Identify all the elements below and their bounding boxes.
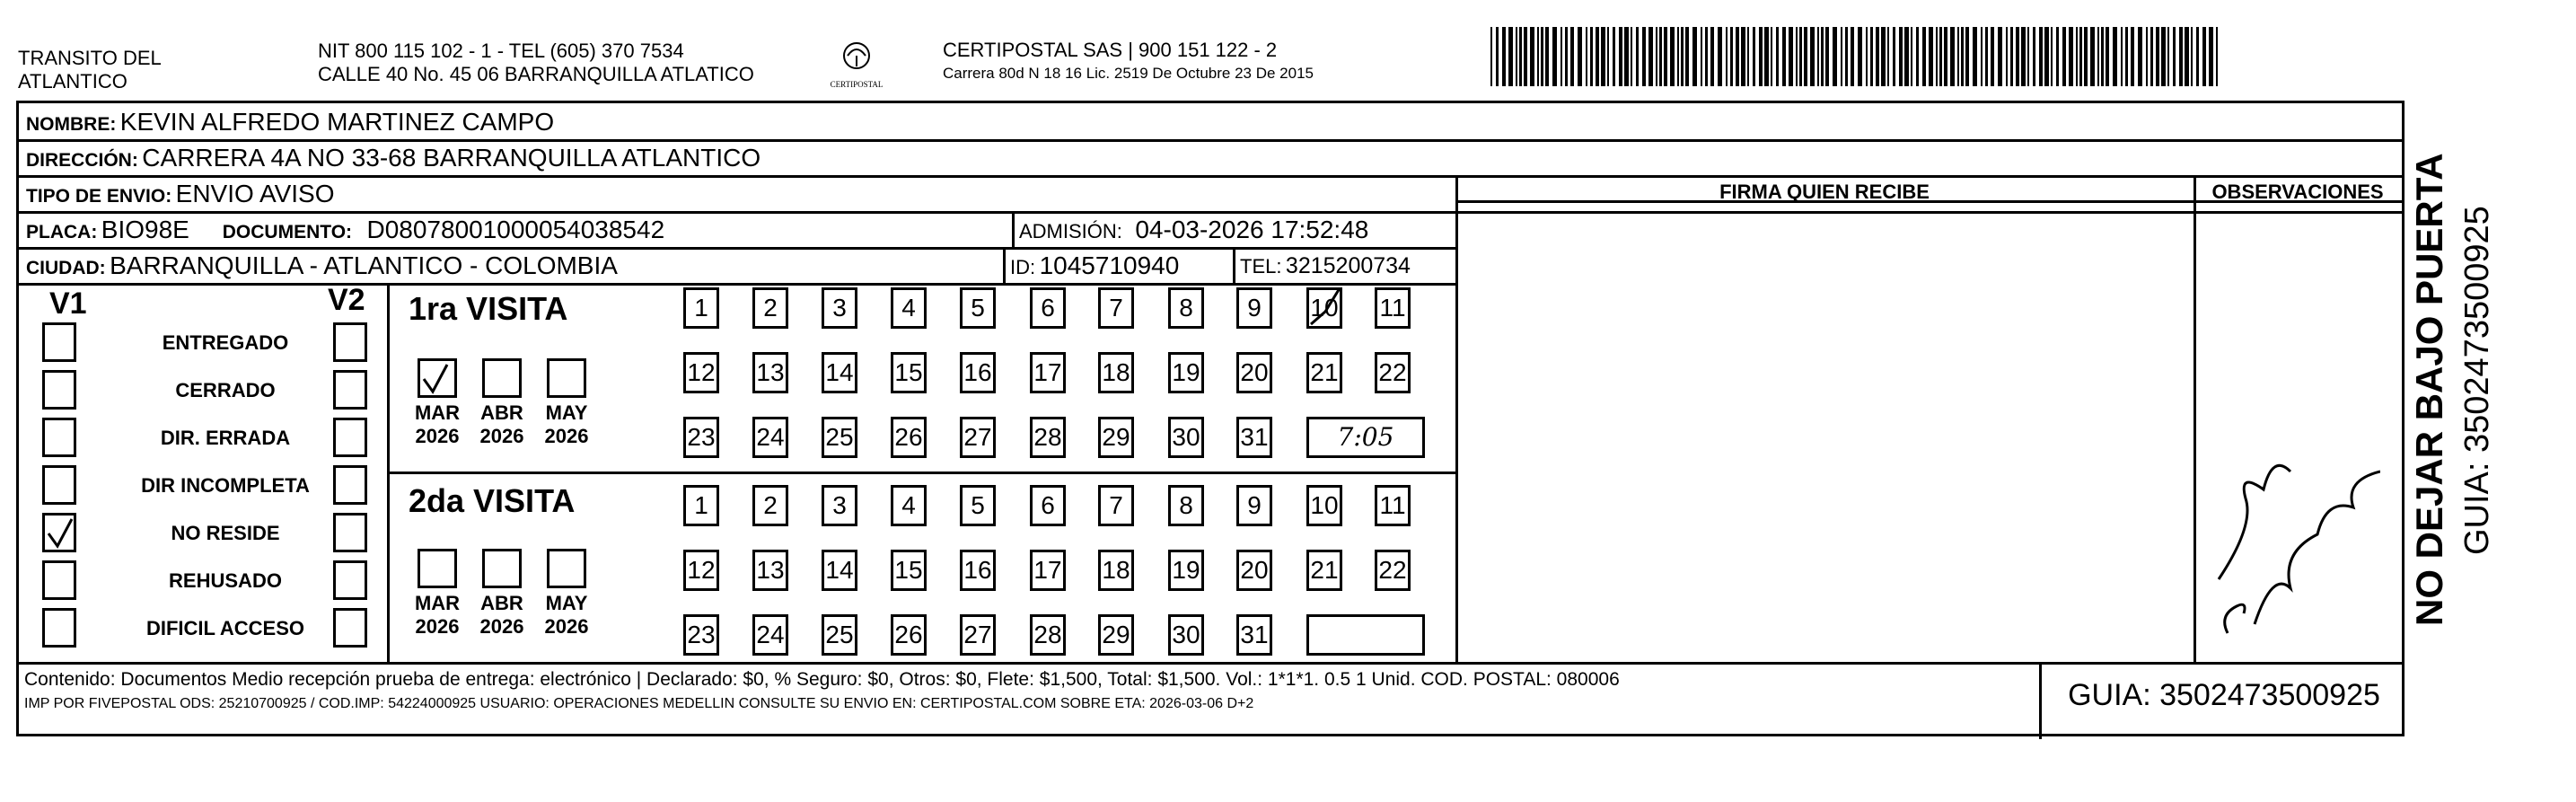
day-box-20[interactable]: 20 (1236, 352, 1272, 393)
day-box-10[interactable]: 10 (1306, 485, 1342, 526)
barcode-bar (1586, 27, 1587, 86)
day-box-8[interactable]: 8 (1168, 485, 1204, 526)
month-checkbox[interactable] (547, 358, 586, 398)
day-box-6[interactable]: 6 (1030, 287, 1066, 329)
barcode-bar (1631, 27, 1632, 86)
day-box-3[interactable]: 3 (822, 287, 857, 329)
company-info (943, 38, 1314, 84)
barcode-bar (1929, 27, 1933, 86)
barcode-bar (1692, 27, 1697, 86)
entity-name (18, 47, 162, 93)
direccion-label: DIRECCIÓN: (26, 150, 138, 171)
first-visit-title: 1ra VISITA (409, 290, 568, 327)
v1-checkbox[interactable] (42, 513, 76, 552)
entity-contact (318, 40, 754, 86)
certipostal-logo (824, 40, 889, 89)
barcode-bar (1541, 27, 1543, 86)
barcode-bar (1991, 27, 1994, 86)
day-box-7[interactable]: 7 (1098, 485, 1134, 526)
barcode-bar (1656, 27, 1657, 86)
day-box-2[interactable]: 2 (752, 287, 788, 329)
day-box-27[interactable]: 27 (960, 614, 996, 656)
logo-text: CERTIPOSTAL (830, 80, 884, 89)
barcode-bar (1965, 27, 1969, 86)
barcode-bar (1730, 27, 1733, 86)
barcode-bar (2167, 27, 2169, 86)
day-box-9[interactable]: 9 (1236, 485, 1272, 526)
barcode-bar (1590, 27, 1593, 86)
barcode-bar (2069, 27, 2073, 86)
day-box-19[interactable]: 19 (1168, 352, 1204, 393)
barcode-bar (1648, 27, 1653, 86)
month-name: MAY (545, 592, 588, 614)
day-box-12[interactable]: 12 (683, 550, 719, 591)
barcode-bar (1537, 27, 1539, 86)
barcode-bar (1985, 27, 1988, 86)
barcode-bar (1870, 27, 1873, 86)
barcode-bar (1973, 27, 1977, 86)
barcode-bar (1561, 27, 1562, 86)
day-box-7[interactable]: 7 (1098, 287, 1134, 329)
month-checkbox[interactable] (482, 358, 522, 398)
tipo-row (26, 180, 335, 208)
tel-cell (1240, 253, 1411, 279)
barcode-bar (1817, 27, 1819, 86)
barcode-bar (1670, 27, 1675, 86)
barcode-bar (1747, 27, 1749, 86)
day-check-icon (1307, 285, 1345, 331)
barcode-bar (1524, 27, 1527, 86)
month-name: ABR (480, 592, 523, 614)
barcode-bar (1916, 27, 1919, 86)
barcode-bar (1804, 27, 1807, 86)
day-box-11[interactable]: 11 (1375, 485, 1411, 526)
direccion-value: CARRERA 4A NO 33-68 BARRANQUILLA ATLANTICO (142, 144, 761, 172)
barcode-bar (1545, 27, 1549, 86)
day-box-28[interactable]: 28 (1030, 417, 1066, 458)
barcode (1490, 27, 2222, 88)
barcode-bar (1981, 27, 1983, 86)
day-box-1[interactable]: 1 (683, 485, 719, 526)
day-box-28[interactable]: 28 (1030, 614, 1066, 656)
admision-cell (1019, 216, 1368, 244)
observaciones-header: OBSERVACIONES (2211, 181, 2384, 203)
documento-value: D08078001000054038542 (366, 216, 665, 243)
day-box-14[interactable]: 14 (822, 352, 857, 393)
day-box-22[interactable]: 22 (1375, 352, 1411, 393)
day-box-13[interactable]: 13 (752, 352, 788, 393)
barcode-bar (1508, 27, 1513, 86)
barcode-bar (1705, 27, 1708, 86)
day-box-12[interactable]: 12 (683, 352, 719, 393)
status-reason-label: REHUSADO (169, 569, 282, 592)
day-box-11[interactable]: 11 (1375, 287, 1411, 329)
day-box-21[interactable]: 21 (1306, 550, 1342, 591)
barcode-bar (1796, 27, 1798, 86)
month-name: MAR (414, 592, 461, 614)
barcode-bar (2027, 27, 2029, 86)
v2-checkbox[interactable] (333, 322, 367, 362)
barcode-bar (2113, 27, 2117, 86)
barcode-bar (1685, 27, 1689, 86)
v2-checkbox[interactable] (333, 560, 367, 600)
day-box-20[interactable]: 20 (1236, 550, 1272, 591)
barcode-bar (1726, 27, 1728, 86)
barcode-bar (2006, 27, 2008, 86)
tipo-label: TIPO DE ENVIO: (26, 186, 172, 207)
day-box-26[interactable]: 26 (891, 614, 927, 656)
day-box-6[interactable]: 6 (1030, 485, 1066, 526)
month-label (540, 592, 593, 639)
barcode-bar (2044, 27, 2049, 86)
barcode-bar (1789, 27, 1793, 86)
barcode-bar (2106, 27, 2109, 86)
day-box-23[interactable]: 23 (683, 614, 719, 656)
barcode-bar (1601, 27, 1605, 86)
status-reason-label: ENTREGADO (162, 331, 289, 354)
month-label (475, 401, 529, 448)
barcode-bar (1502, 27, 1506, 86)
day-box-25[interactable]: 25 (822, 614, 857, 656)
nit-line: NIT 800 115 102 - 1 - TEL (605) 370 7534 (318, 40, 684, 62)
company-line: CERTIPOSTAL SAS | 900 151 122 - 2 (943, 39, 1278, 61)
barcode-bar (2084, 27, 2088, 86)
barcode-bar (1642, 27, 1646, 86)
barcode-bar (1782, 27, 1786, 86)
placa-label: PLACA: (26, 222, 98, 242)
barcode-bar (1893, 27, 1895, 86)
barcode-bar (1530, 27, 1534, 86)
barcode-bar (2150, 27, 2153, 86)
check-mark-icon (45, 516, 75, 551)
v1-header: V1 (49, 286, 87, 321)
barcode-bar (1516, 27, 1517, 86)
day-box-23[interactable]: 23 (683, 417, 719, 458)
day-box-8[interactable]: 8 (1168, 287, 1204, 329)
barcode-bar (1936, 27, 1938, 86)
barcode-bar (1565, 27, 1568, 86)
barcode-bar (1613, 27, 1615, 86)
month-label (475, 592, 529, 639)
day-box-16[interactable]: 16 (960, 352, 996, 393)
day-box-13[interactable]: 13 (752, 550, 788, 591)
barcode-bar (1552, 27, 1557, 86)
barcode-bar (1776, 27, 1779, 86)
barcode-bar (2196, 27, 2199, 86)
barcode-bar (1659, 27, 1662, 86)
barcode-bar (1957, 27, 1959, 86)
barcode-bar (2216, 27, 2218, 86)
barcode-bar (1636, 27, 1639, 86)
barcode-bar (1718, 27, 1722, 86)
day-box-26[interactable]: 26 (891, 417, 927, 458)
second-visit-title: 2da VISITA (409, 482, 576, 519)
address-line: CALLE 40 No. 45 06 BARRANQUILLA ATLATICO (318, 63, 754, 85)
placa-row (26, 216, 664, 244)
barcode-bar (1904, 27, 1909, 86)
day-box-2[interactable]: 2 (752, 485, 788, 526)
v2-checkbox[interactable] (333, 513, 367, 552)
v1-checkbox[interactable] (42, 608, 76, 648)
barcode-bar (1741, 27, 1745, 86)
placa-value: BIO98E (101, 216, 189, 243)
v1-checkbox[interactable] (42, 322, 76, 362)
entity-line-1: TRANSITO DEL (18, 47, 162, 69)
barcode-bar (1899, 27, 1903, 86)
barcode-bar (1845, 27, 1848, 86)
v1-checkbox[interactable] (42, 560, 76, 600)
barcode-bar (2062, 27, 2066, 86)
barcode-bar (1799, 27, 1802, 86)
day-box-31[interactable]: 31 (1236, 614, 1272, 656)
barcode-bar (2179, 27, 2183, 86)
barcode-bar (1821, 27, 1824, 86)
barcode-bar (2138, 27, 2142, 86)
barcode-bar (1570, 27, 1574, 86)
barcode-bar (1701, 27, 1702, 86)
barcode-bar (1825, 27, 1829, 86)
month-year: 2026 (544, 425, 589, 447)
day-box-24[interactable]: 24 (752, 614, 788, 656)
month-year: 2026 (479, 615, 524, 638)
barcode-bar (2101, 27, 2104, 86)
day-box-30[interactable]: 30 (1168, 614, 1204, 656)
v2-checkbox[interactable] (333, 608, 367, 648)
barcode-bar (1950, 27, 1955, 86)
barcode-bar (2021, 27, 2026, 86)
month-name: ABR (480, 401, 523, 424)
barcode-bar (1710, 27, 1714, 86)
side-notice: NO DEJAR BAJO PUERTA (2408, 153, 2450, 626)
day-box-5[interactable]: 5 (960, 287, 996, 329)
barcode-bar (1911, 27, 1912, 86)
month-name: MAR (414, 401, 461, 424)
license-line: Carrera 80d N 18 16 Lic. 2519 De Octubre 23 De 2015 (943, 65, 1314, 82)
status-reason-label: CERRADO (175, 379, 276, 401)
observaciones-handwriting (2201, 355, 2380, 651)
day-box-19[interactable]: 19 (1168, 550, 1204, 591)
barcode-bar (2016, 27, 2019, 86)
day-box-29[interactable]: 29 (1098, 614, 1134, 656)
barcode-bar (1833, 27, 1837, 86)
barcode-bar (2209, 27, 2213, 86)
day-box-27[interactable]: 27 (960, 417, 996, 458)
day-box-17[interactable]: 17 (1030, 550, 1066, 591)
v1-checkbox[interactable] (42, 418, 76, 457)
barcode-bar (1596, 27, 1599, 86)
footer-guia: GUIA: 3502473500925 (2068, 678, 2380, 712)
month-label (410, 401, 464, 448)
barcode-bar (1753, 27, 1755, 86)
time-box[interactable] (1306, 614, 1425, 656)
barcode-bar (1998, 27, 2002, 86)
day-box-24[interactable]: 24 (752, 417, 788, 458)
ciudad-value: BARRANQUILLA - ATLANTICO - COLOMBIA (110, 251, 618, 279)
barcode-bar (2097, 27, 2099, 86)
barcode-bar (2076, 27, 2078, 86)
tel-value: 3215200734 (1285, 253, 1411, 278)
barcode-bar (1841, 27, 1842, 86)
ciudad-row (26, 251, 618, 280)
barcode-bar (1736, 27, 1739, 86)
month-year: 2026 (415, 425, 460, 447)
barcode-bar (2191, 27, 2193, 86)
barcode-bar (2185, 27, 2189, 86)
day-box-29[interactable]: 29 (1098, 417, 1134, 458)
v2-checkbox[interactable] (333, 418, 367, 457)
entity-line-2: ATLANTICO (18, 70, 127, 93)
barcode-bar (2161, 27, 2166, 86)
day-box-1[interactable]: 1 (683, 287, 719, 329)
admision-label: ADMISIÓN: (1019, 220, 1122, 242)
id-cell (1010, 251, 1179, 280)
delivery-form (16, 101, 2405, 736)
month-year: 2026 (544, 615, 589, 638)
barcode-bar (1922, 27, 1926, 86)
barcode-bar (1759, 27, 1763, 86)
barcode-bar (1490, 27, 1492, 86)
barcode-bar (1851, 27, 1854, 86)
day-box-9[interactable]: 9 (1236, 287, 1272, 329)
month-checkbox[interactable] (418, 549, 457, 588)
status-reason-label: NO RESIDE (171, 522, 280, 544)
day-box-15[interactable]: 15 (891, 352, 927, 393)
day-box-18[interactable]: 18 (1098, 352, 1134, 393)
day-box-16[interactable]: 16 (960, 550, 996, 591)
barcode-bar (2056, 27, 2059, 86)
nombre-row (26, 108, 554, 137)
logo-icon (839, 40, 875, 75)
v2-header: V2 (328, 283, 365, 317)
nombre-label: NOMBRE: (26, 114, 117, 135)
barcode-bar (1519, 27, 1522, 86)
barcode-bar (1619, 27, 1622, 86)
id-label: ID: (1010, 256, 1036, 278)
month-checkbox[interactable] (418, 358, 457, 398)
barcode-bar (1887, 27, 1889, 86)
barcode-bar (2051, 27, 2053, 86)
barcode-bar (1876, 27, 1879, 86)
barcode-bar (1664, 27, 1667, 86)
barcode-bar (2146, 27, 2148, 86)
day-box-14[interactable]: 14 (822, 550, 857, 591)
check-mark-icon (420, 361, 451, 397)
direccion-row (26, 144, 760, 172)
barcode-bar (2121, 27, 2123, 86)
day-box-15[interactable]: 15 (891, 550, 927, 591)
id-value: 1045710940 (1039, 251, 1180, 279)
barcode-bar (1858, 27, 1862, 86)
barcode-bar (2131, 27, 2134, 86)
month-year: 2026 (479, 425, 524, 447)
barcode-bar (1866, 27, 1868, 86)
month-name: MAY (545, 401, 588, 424)
month-label (540, 401, 593, 448)
v2-checkbox[interactable] (333, 465, 367, 505)
barcode-bar (2039, 27, 2043, 86)
v1-checkbox[interactable] (42, 370, 76, 410)
barcode-bar (1764, 27, 1769, 86)
barcode-bar (2090, 27, 2095, 86)
barcode-bar (1578, 27, 1582, 86)
tipo-value: ENVIO AVISO (175, 180, 335, 207)
time-box[interactable]: 7:05 (1306, 417, 1425, 458)
month-checkbox[interactable] (547, 549, 586, 588)
barcode-bar (1681, 27, 1684, 86)
day-box-30[interactable]: 30 (1168, 417, 1204, 458)
nombre-value: KEVIN ALFREDO MARTINEZ CAMPO (119, 108, 555, 136)
barcode-bar (2125, 27, 2128, 86)
barcode-bar (2173, 27, 2176, 86)
day-box-4[interactable]: 4 (891, 287, 927, 329)
barcode-bar (1944, 27, 1947, 86)
barcode-bar (2156, 27, 2159, 86)
barcode-bar (2202, 27, 2206, 86)
ciudad-label: CIUDAD: (26, 258, 106, 278)
barcode-bar (2033, 27, 2035, 86)
status-reason-label: DIR. ERRADA (160, 427, 291, 449)
day-box-3[interactable]: 3 (822, 485, 857, 526)
status-reason-label: DIR INCOMPLETA (141, 474, 310, 497)
day-box-5[interactable]: 5 (960, 485, 996, 526)
barcode-bar (1939, 27, 1942, 86)
month-year: 2026 (415, 615, 460, 638)
v1-checkbox[interactable] (42, 465, 76, 505)
barcode-bar (2010, 27, 2013, 86)
day-box-17[interactable]: 17 (1030, 352, 1066, 393)
day-box-25[interactable]: 25 (822, 417, 857, 458)
day-box-22[interactable]: 22 (1375, 550, 1411, 591)
barcode-bar (1881, 27, 1886, 86)
barcode-bar (1771, 27, 1772, 86)
month-checkbox[interactable] (482, 549, 522, 588)
tel-label: TEL: (1240, 255, 1282, 278)
barcode-bar (1961, 27, 1964, 86)
barcode-bar (2079, 27, 2082, 86)
admision-value: 04-03-2026 17:52:48 (1135, 216, 1369, 243)
day-box-21[interactable]: 21 (1306, 352, 1342, 393)
barcode-bar (1810, 27, 1815, 86)
footer-content-line: Contenido: Documentos Medio recepción prueba de entrega: electrónico | Declarado: $0, % Seguro: $0, Otros: $0, Flete: $1,500, Total: $1,500. Vol.: 1*1*1. 0.5 1 Unid. COD. POSTAL: 080006 (24, 669, 1620, 690)
day-box-10[interactable]: 10 (1306, 287, 1342, 329)
v2-checkbox[interactable] (333, 370, 367, 410)
day-box-18[interactable]: 18 (1098, 550, 1134, 591)
day-box-4[interactable]: 4 (891, 485, 927, 526)
side-guia: GUIA: 3502473500925 (2458, 206, 2496, 555)
day-box-31[interactable]: 31 (1236, 417, 1272, 458)
firma-header: FIRMA QUIEN RECIBE (1719, 181, 1930, 203)
status-reason-label: DIFICIL ACCESO (145, 617, 304, 639)
barcode-bar (1496, 27, 1499, 86)
month-label (410, 592, 464, 639)
barcode-bar (1624, 27, 1629, 86)
footer-print-line: IMP POR FIVEPOSTAL ODS: 25210700925 / COD.IMP: 54224000925 USUARIO: OPERACIONES MEDELLIN CONSULTE SU ENVIO EN: CERTIPOSTAL.COM SOBRE ETA: 2026-03-06 D+2 (24, 696, 1254, 711)
barcode-bar (1677, 27, 1679, 86)
barcode-bar (1607, 27, 1609, 86)
documento-label: DOCUMENTO: (222, 222, 353, 242)
